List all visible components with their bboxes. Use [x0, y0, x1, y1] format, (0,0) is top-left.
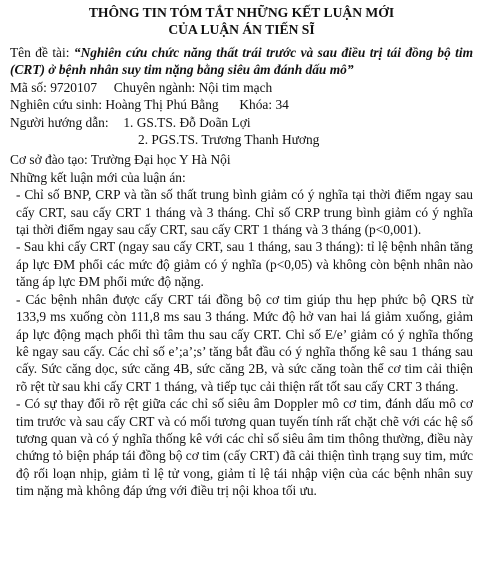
conclusions-heading: Những kết luận mới của luận án:	[10, 169, 186, 185]
thesis-title	[10, 44, 473, 79]
code-major-row	[10, 79, 473, 96]
researcher-value: Hoàng Thị Phú Bằng	[105, 97, 219, 113]
cohort-label: Khóa:	[239, 97, 273, 113]
conclusion-paragraph-4: - Có sự thay đổi rõ rệt giữa các chỉ số siêu âm Doppler mô cơ tim, đánh dấu mô cơ tim trước và sau cấy CRT và có mối tương quan tuyến tính rất chặt chẽ với các hệ số tương quan và có ý nghĩa thống kê với các chỉ số siêu âm tim thông thường, điều này chứng tỏ biện pháp tái đồng bộ cơ tim (cấy CRT) đã cải thiện tình trạng suy tim, mức độ rối loạn nhịp, giảm tỉ lệ tử vong, giảm tỉ lệ tái nhập viện của các bệnh nhân suy tim nặng mà không đáp ứng với điều trị nội khoa tối ưu.	[16, 396, 474, 499]
code-value: 9720107	[50, 79, 98, 95]
advisor-row-2	[10, 131, 473, 148]
advisor-label: Người hướng dẫn:	[10, 114, 109, 130]
conclusion-paragraph-1: - Chỉ số BNP, CRP và tần số thất trung bình giảm có ý nghĩa tại thời điểm ngay sau cấy CRT, sau cấy CRT 1 tháng và 3 tháng. Chỉ số CRP trung bình giảm có ý nghĩa tại thời điểm ngay sau cấy CRT, sau cấy CRT 1 tháng và 3 tháng (p<0,001).	[16, 187, 473, 238]
thesis-label: Tên đề tài:	[10, 45, 74, 60]
advisor-1: 1. GS.TS. Đỗ Doãn Lợi	[123, 114, 251, 130]
major-value: Nội tim mạch	[198, 79, 273, 95]
cohort-value: 34	[275, 97, 289, 113]
document-header	[10, 5, 473, 38]
conclusion-paragraph-2: - Sau khi cấy CRT (ngay sau cấy CRT, sau 1 tháng, sau 3 tháng): tỉ lệ bệnh nhân tăng áp lực ĐM phổi các mức độ giảm có ý nghĩa (p<0,05) và không còn bệnh nhân nào tăng áp lực ĐM phổi mức độ nặng.	[16, 239, 473, 290]
thesis-value: “Nghiên cứu chức năng thất trái trước và sau điều trị tái đồng bộ tim (CRT) ở bệnh nhân suy tim nặng bằng siêu âm đánh dấu mô”	[10, 45, 474, 78]
institution-value: Trường Đại học Y Hà Nội	[90, 152, 231, 168]
advisor-2: 2. PGS.TS. Trương Thanh Hương	[138, 132, 320, 148]
researcher-row	[10, 96, 473, 113]
institution-label: Cơ sở đào tạo:	[10, 152, 88, 168]
institution-row	[10, 151, 473, 168]
major-label: Chuyên ngành:	[113, 79, 196, 95]
conclusion-paragraph-3: - Các bệnh nhân được cấy CRT tái đồng bộ cơ tim giúp thu hẹp phức bộ QRS từ 133,9 ms xuống còn 111,8 ms sau 3 tháng. Mức độ hở van hai lá giảm xuống, giảm áp lực động mạch phổi thì tâm thu sau cấy CRT. Chỉ số E/e’ giảm có ý nghĩa thống kê ngay sau cấy. Các chỉ số e’;a’;s’ tăng bắt đầu có ý nghĩa thống kê sau 1 tháng sau cấy. Sức căng dọc, sức căng 4B, sức căng 2B, và sức căng toàn thể cơ tim cải thiện rõ rệt từ sau khi cấy CRT 1 tháng, và tiếp tục cải thiện rất tốt sau cấy CRT 3 tháng.	[16, 291, 473, 394]
advisor-row-1	[10, 114, 473, 131]
code-label: Mã số:	[10, 79, 47, 95]
header-title-line-2: CỦA LUẬN ÁN TIẾN SĨ	[168, 21, 315, 37]
researcher-label: Nghiên cứu sinh:	[10, 97, 103, 113]
header-title-line-1: THÔNG TIN TÓM TẮT NHỮNG KẾT LUẬN MỚI	[88, 5, 395, 20]
